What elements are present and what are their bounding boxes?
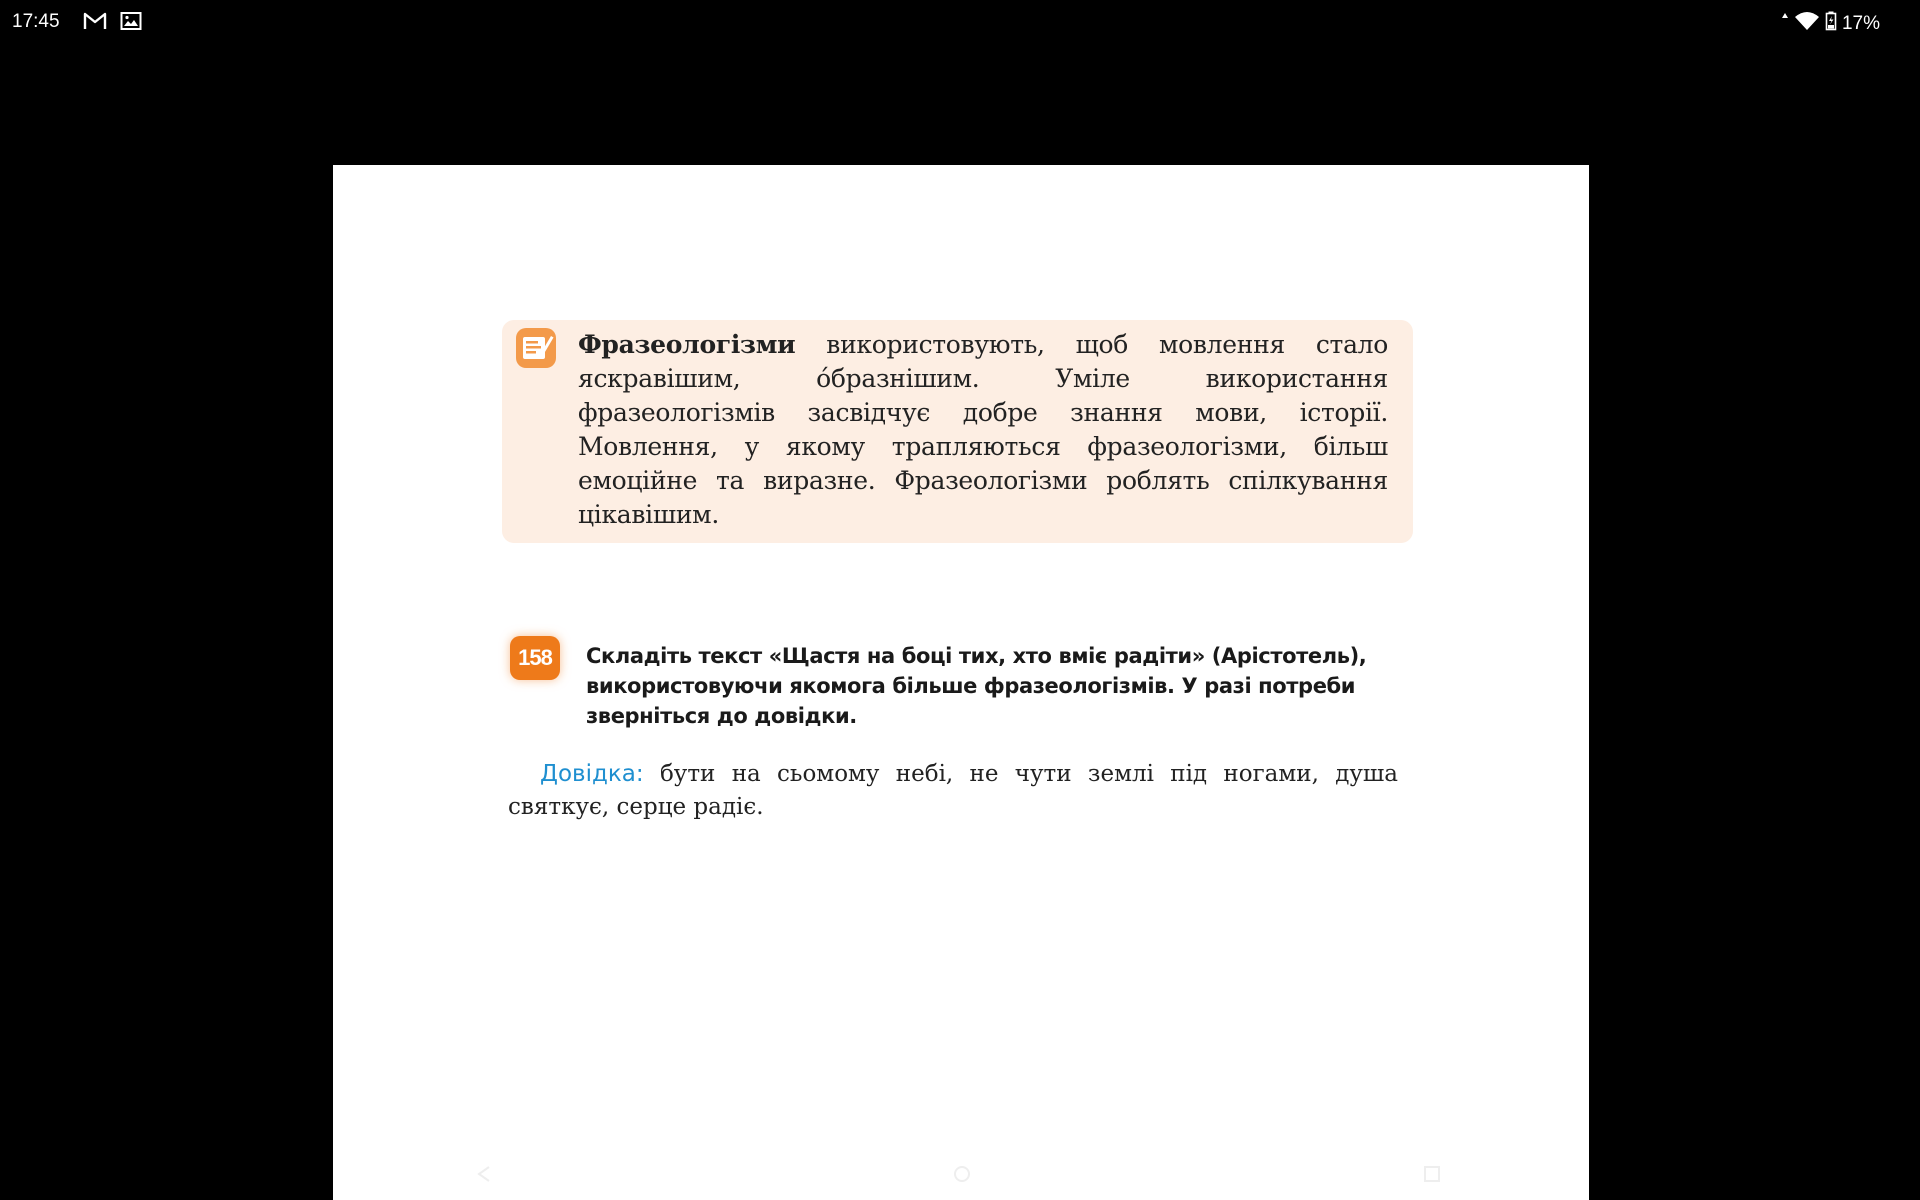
- exercise-text: Складіть текст «Щастя на боці тих, хто вміє радіти» (Арістотель), використовуючи якомога більше фразеологізмів. У разі потреби зверніться до довідки.: [586, 644, 1367, 728]
- photos-icon: [120, 11, 142, 35]
- back-nav-icon[interactable]: [473, 1165, 495, 1183]
- rule-bold-lead: Фразеологізми: [578, 330, 796, 359]
- rule-text: [578, 328, 1388, 532]
- recents-nav-icon[interactable]: [1421, 1165, 1443, 1183]
- reference-label: Довідка:: [540, 761, 644, 787]
- wifi-icon: [1794, 11, 1820, 37]
- rule-text-rest: використовують, щоб мовлення стало яскравішим, о́бразнішим. Уміле використання фразеологізмів засвідчує добре знання мови, історії. Мовлення, у якому трапляються фразеологізми, більш емоційне та виразне. Фразеологізми роблять спілкування цікавішим.: [578, 330, 1388, 529]
- document-page[interactable]: [333, 165, 1589, 1200]
- home-nav-icon[interactable]: [951, 1165, 973, 1183]
- battery-icon: [1825, 11, 1837, 37]
- notebook-icon: [515, 327, 557, 369]
- exercise-number-badge: 158: [510, 636, 560, 680]
- status-bar: [0, 0, 1920, 44]
- rule-box: [502, 320, 1413, 543]
- status-left-icons: [83, 11, 142, 35]
- status-right: [1781, 11, 1880, 37]
- reference-text: бути на сьомому небі, не чути землі під ногами, душа святкує, серце радіє.: [508, 761, 1398, 820]
- reference-paragraph: [508, 758, 1398, 824]
- gmail-icon: [83, 11, 107, 35]
- data-arrows-icon: [1781, 12, 1789, 36]
- status-time: 17:45: [12, 11, 60, 32]
- battery-percent: 17%: [1841, 13, 1880, 34]
